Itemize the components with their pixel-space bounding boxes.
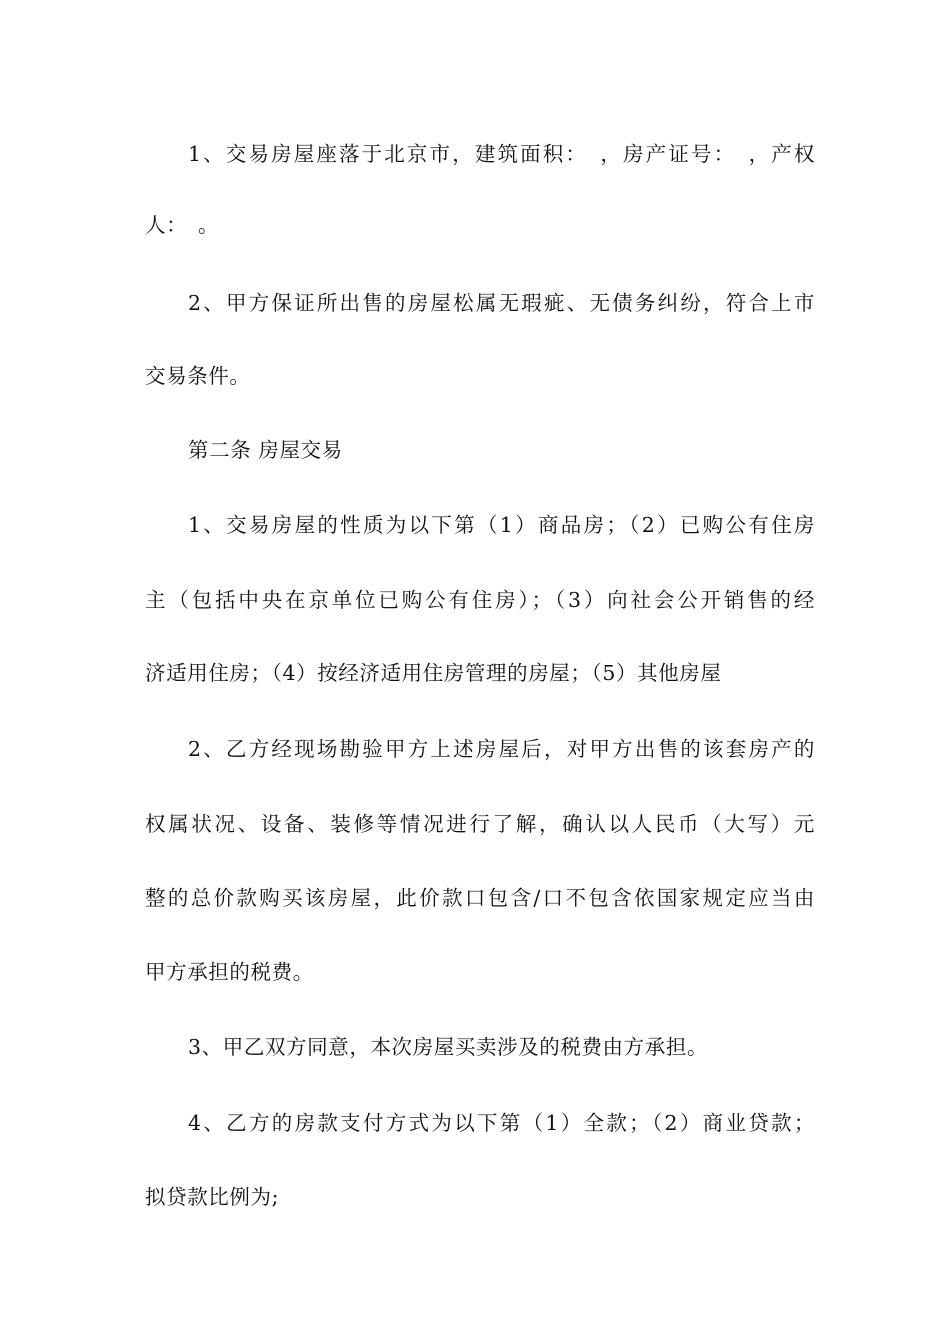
clause-2-3-line-1: 3、甲乙双方同意，本次房屋买卖涉及的税费由方承担。 xyxy=(188,1035,709,1059)
clause-1-1-line-2: 人： 。 xyxy=(145,213,220,237)
clause-1-2-line-2: 交易条件。 xyxy=(145,364,251,388)
clause-2-2-line-1: 2、乙方经现场勘验甲方上述房屋后，对甲方出售的该套房产的 xyxy=(188,737,815,761)
clause-2-2-line-4: 甲方承担的税费。 xyxy=(145,960,314,984)
clause-2-2-line-2: 权属状况、设备、装修等情况进行了解，确认以人民币（大写）元 xyxy=(145,812,815,836)
clause-2-4-line-1: 4、乙方的房款支付方式为以下第（1）全款；（2）商业贷款； xyxy=(188,1111,815,1135)
article-2-heading: 第二条 房屋交易 xyxy=(188,438,343,462)
clause-1-2-line-1: 2、甲方保证所出售的房屋松属无瑕疵、无债务纠纷，符合上市 xyxy=(188,291,815,315)
clause-2-4-line-2: 拟贷款比例为; xyxy=(145,1185,280,1209)
clause-2-1-line-1: 1、交易房屋的性质为以下第（1）商品房；（2）已购公有住房 xyxy=(188,513,815,537)
clause-2-1-line-2: 主（包括中央在京单位已购公有住房）；（3）向社会公开销售的经 xyxy=(145,588,815,612)
clause-1-1-line-1: 1、交易房屋座落于北京市，建筑面积： ，房产证号： ，产权 xyxy=(188,142,815,166)
clause-2-1-line-3: 济适用住房；（4）按经济适用住房管理的房屋；（5）其他房屋 xyxy=(145,661,722,685)
clause-2-2-line-3: 整的总价款购买该房屋，此价款口包含/口不包含依国家规定应当由 xyxy=(145,886,815,910)
